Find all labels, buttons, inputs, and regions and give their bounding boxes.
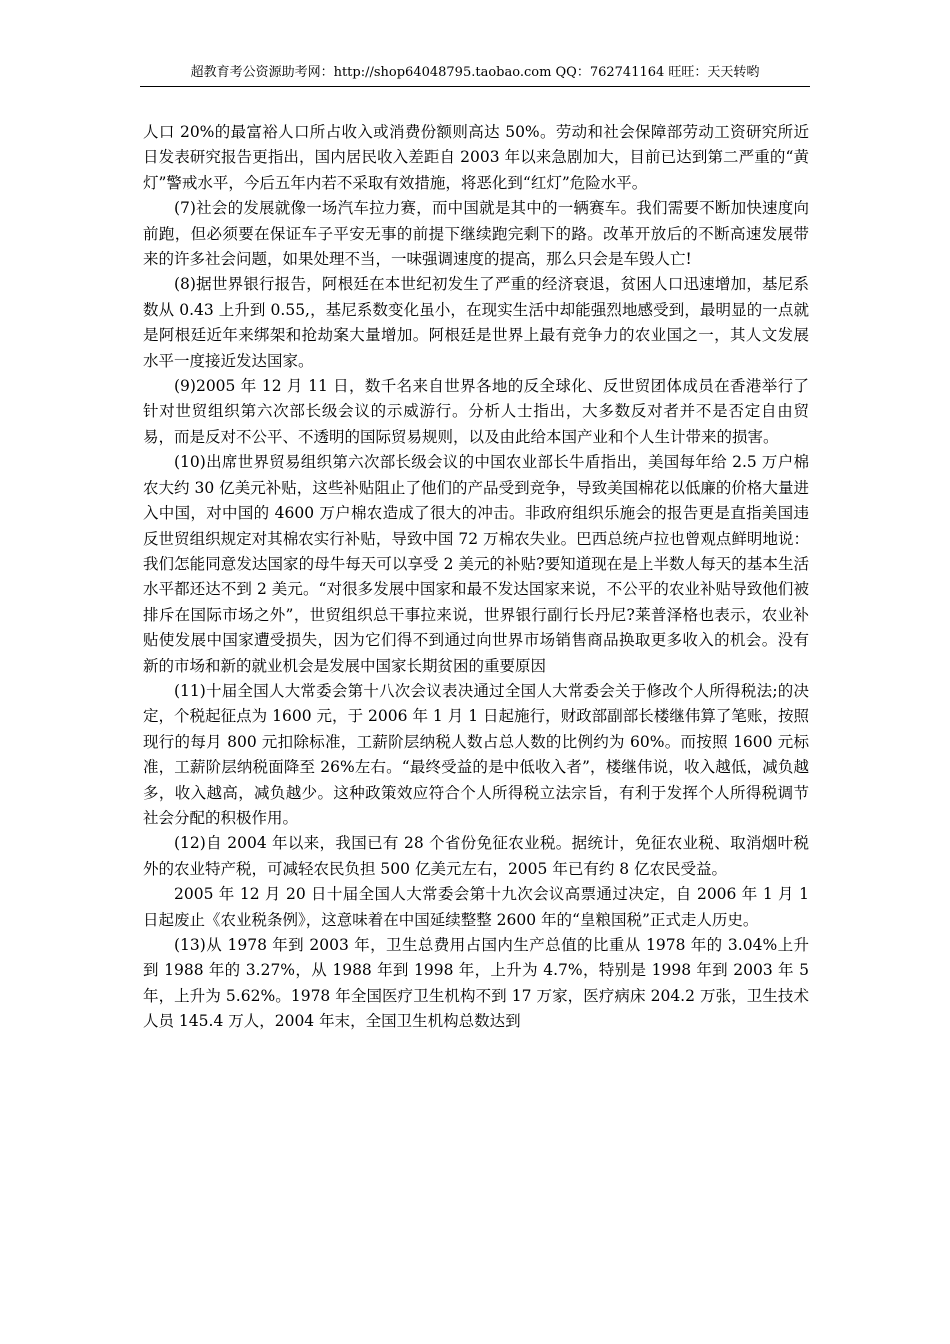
- paragraph-8: (8)据世界银行报告，阿根廷在本世纪初发生了严重的经济衰退，贫困人口迅速增加，基尼系数从 0.43 上升到 0.55,，基尼系数变化虽小，在现实生活中却能强烈地感受到，最明显的一点就是阿根廷近年来绑架和抢劫案大量增加。阿根廷是世界上最有竞争力的农业国之一，其人文发展水平一度接近发达国家。: [143, 275, 809, 370]
- paragraph-11: (11)十届全国人大常委会第十八次会议表决通过全国人大常委会关于修改个人所得税法;的决定，个税起征点为 1600 元，于 2006 年 1 月 1 日起施行，财政部副部长楼继伟算了笔账，按照现行的每月 800 元扣除标准，工薪阶层纳税人数占总人数的比例约为 60%。而按照 1600 元标准，工薪阶层纳税面降至 26%左右。“最终受益的是中低收入者”，楼继伟说，收入越低，减负越多，收入越高，减负越少。这种政策效应符合个人所得税立法宗旨，有利于发挥个人所得税调节社会分配的积极作用。: [143, 681, 809, 827]
- paragraph-12: (12)自 2004 年以来，我国已有 28 个省份免征农业税。据统计，免征农业税、取消烟叶税外的农业特产税，可减轻农民负担 500 亿美元左右，2005 年已有约 8 亿农民受益。: [143, 834, 809, 878]
- paragraph-7: (7)社会的发展就像一场汽车拉力赛，而中国就是其中的一辆赛车。我们需要不断加快速度向前跑，但必须要在保证车子平安无事的前提下继续跑完剩下的路。改革开放后的不断高速发展带来的许多社会问题，如果处理不当，一味强调速度的提高，那么只会是车毁人亡!: [143, 199, 809, 269]
- document-body: [143, 120, 809, 1035]
- page-header: 超教育考公资源助考网：http://shop64048795.taobao.com QQ：762741164 旺旺：天天转哟: [190, 65, 760, 80]
- paragraph-13: (13)从 1978 年到 2003 年，卫生总费用占国内生产总值的比重从 1978 年的 3.04%上升到 1988 年的 3.27%，从 1988 年到 1998 年，上升为 4.7%，特别是 1998 年到 2003 年 5 年，上升为 5.62%。1978 年全国医疗卫生机构不到 17 万家，医疗病床 204.2 万张，卫生技术人员 145.4 万人，2004 年末，全国卫生机构总数达到: [143, 936, 809, 1031]
- paragraph-9: (9)2005 年 12 月 11 日，数千名来自世界各地的反全球化、反世贸团体成员在香港举行了针对世贸组织第六次部长级会议的示威游行。分析人士指出，大多数反对者并不是否定自由贸易，而是反对不公平、不透明的国际贸易规则，以及由此给本国产业和个人生计带来的损害。: [143, 377, 809, 446]
- header-divider: [140, 86, 810, 87]
- paragraph-continuation: 人口 20%的最富裕人口所占收入或消费份额则高达 50%。劳动和社会保障部劳动工资研究所近日发表研究报告更指出，国内居民收入差距自 2003 年以来急剧加大，目前已达到第二严重的“黄灯”警戒水平，今后五年内若不采取有效措施，将恶化到“红灯”危险水平。: [143, 123, 809, 192]
- paragraph-10: (10)出席世界贸易组织第六次部长级会议的中国农业部长牛盾指出，美国每年给 2.5 万户棉农大约 30 亿美元补贴，这些补贴阻止了他们的产品受到竞争，导致美国棉花以低廉的价格大量进入中国，对中国的 4600 万户棉农造成了很大的冲击。非政府组织乐施会的报告更是直指美国违反世贸组织规定对其棉农实行补贴，导致中国 72 万棉农失业。巴西总统卢拉也曾观点鲜明地说：我们怎能同意发达国家的母牛每天可以享受 2 美元的补贴?要知道现在是上半数人每天的基本生活水平都还达不到 2 美元。“对很多发展中国家和最不发达国家来说，不公平的农业补贴导致他们被排斥在国际市场之外”，世贸组织总干事拉来说，世界银行副行长丹尼?莱普泽格也表示，农业补贴使发展中国家遭受损失，因为它们得不到通过向世界市场销售商品换取更多收入的机会。没有新的市场和新的就业机会是发展中国家长期贫困的重要原因: [143, 453, 809, 675]
- paragraph-12-continued: 2005 年 12 月 20 日十届全国人大常委会第十九次会议高票通过决定，自 2006 年 1 月 1 日起废止《农业税条例》，这意味着在中国延续整整 2600 年的“皇粮国税”正式走人历史。: [143, 885, 809, 929]
